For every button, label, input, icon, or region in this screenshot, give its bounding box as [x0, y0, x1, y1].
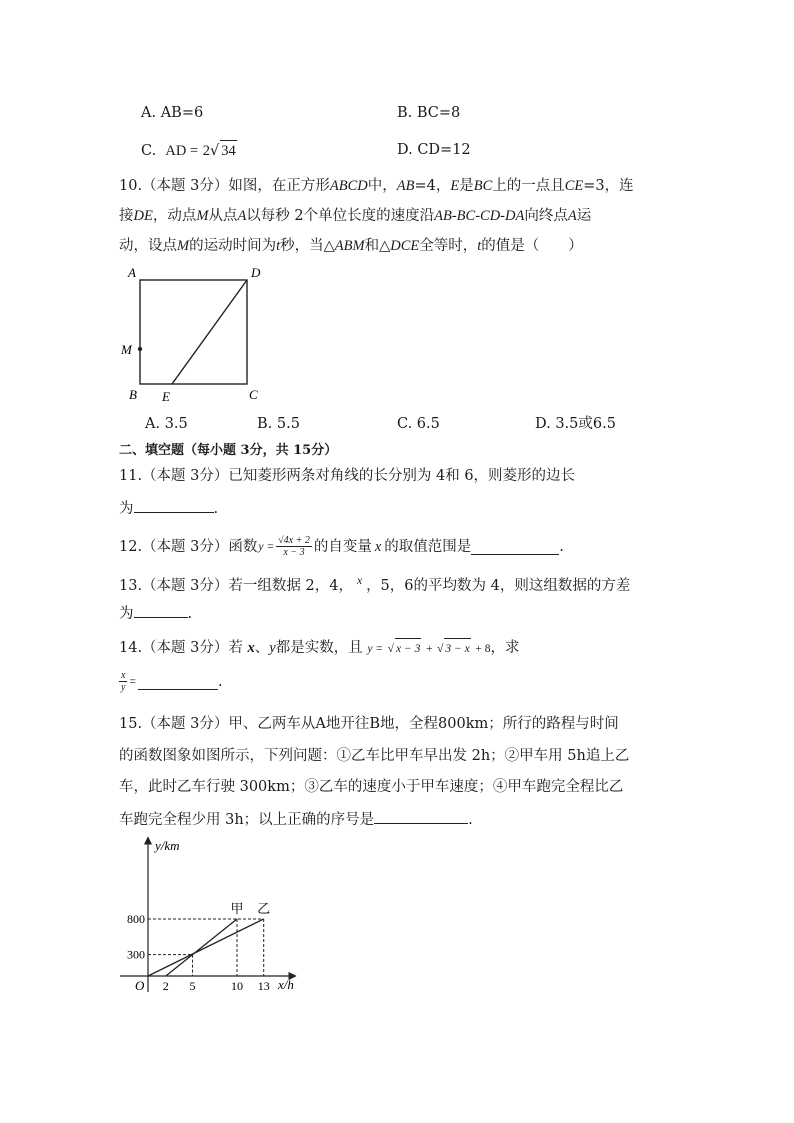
q15-end: .: [468, 812, 473, 828]
q12-text: 的自变量: [313, 538, 372, 555]
q10-var: M: [196, 208, 209, 224]
q14-end: .: [217, 673, 223, 690]
q10-text: 全等时，: [419, 238, 478, 254]
q10-var: DCE: [390, 238, 420, 254]
label-b: B: [129, 387, 137, 402]
segment-de: [172, 280, 247, 384]
q10-option-a: A. 3.5: [145, 416, 188, 432]
q9-option-c-prefix: C.: [141, 143, 157, 159]
q14-line1: 14.（本题 3分）若 x、y都是实数，且 y = √ x − 3 + √ 3 − x + 8，求: [119, 638, 520, 659]
q14-tail: + 8: [475, 643, 491, 655]
series-label-2: 乙: [257, 900, 271, 916]
q10-line3: [119, 236, 583, 256]
q15-distance-time-chart: [115, 832, 315, 1002]
q12-text: 12.（本题 3分）函数: [119, 538, 258, 555]
x-axis-label: x/h: [278, 977, 294, 992]
series-line-2: [148, 919, 264, 976]
q15-text: 车跑完全程少用 3h；以上正确的序号是: [119, 812, 375, 828]
q12-var: x: [374, 538, 382, 555]
q9-option-a: A. AB=6: [141, 105, 204, 121]
q13-answer-blank[interactable]: [134, 603, 188, 618]
q9-option-c-lhs: AD =: [165, 143, 199, 159]
label-d: D: [251, 265, 261, 280]
q10-var: ABCD: [329, 178, 368, 194]
q11-line2: [119, 498, 218, 519]
q9-option-d: D. CD=12: [397, 142, 471, 158]
q14-text: ，求: [490, 640, 520, 656]
q10-var: A: [567, 208, 577, 224]
q9-option-b: B. BC=8: [397, 105, 461, 121]
q13-line1: [119, 571, 630, 596]
q10-var: ABM: [334, 238, 365, 254]
q12-line: [119, 535, 564, 558]
y-axis-label: y/km: [155, 838, 180, 853]
x-tick-5: 5: [189, 979, 196, 993]
q10-text: 以每秒 2个单位长度的速度沿: [246, 208, 435, 224]
q10-text: 接: [119, 208, 134, 224]
series-label-1: 甲: [230, 900, 244, 916]
point-m: [138, 347, 142, 351]
q15-line4: [119, 809, 473, 830]
q13-text: ，5，6的平均数为 4，则这组数据的方差: [366, 577, 631, 594]
q14-plus: +: [425, 643, 433, 655]
q13-text: 13.（本题 3分）若一组数据 2，4，: [119, 577, 353, 594]
q12-text: 的取值范围是: [384, 538, 472, 555]
q10-text: 中，: [367, 178, 397, 194]
q10-var: DE: [133, 208, 153, 224]
q10-text: 和△: [364, 238, 391, 254]
q10-text: 的值是（ ）: [481, 238, 583, 254]
q10-option-b: B. 5.5: [257, 416, 300, 432]
q12-answer-blank[interactable]: [471, 540, 559, 555]
q12-numerator: √4x + 2: [278, 535, 310, 546]
q14-expr-lhs: y =: [367, 643, 384, 655]
q10-text: 从点: [208, 208, 238, 224]
q14-var-x: x: [247, 640, 255, 656]
q10-text: 是: [459, 178, 474, 194]
q10-var: AB: [396, 178, 415, 194]
x-tick-2: 2: [162, 979, 169, 993]
q10-text: 向终点: [524, 208, 568, 224]
q14-eq: =: [129, 675, 136, 688]
label-e: E: [162, 389, 170, 404]
q11-answer-blank[interactable]: [134, 498, 214, 513]
q9-option-c-radicand: 34: [220, 140, 237, 161]
q10-text: 上的一点且: [492, 178, 565, 194]
q14-frac-den: y: [121, 682, 126, 693]
q12-denominator: x − 3: [283, 547, 305, 558]
q10-option-d: D. 3.5或6.5: [535, 416, 616, 432]
label-a: A: [128, 265, 136, 280]
q14-radicand-2: 3 − x: [444, 638, 470, 659]
q14-frac-num: x: [121, 670, 126, 681]
q11-end: .: [213, 501, 219, 517]
q10-var: BC: [473, 178, 493, 194]
q10-var: E: [450, 178, 460, 194]
q10-text: 的运动时间为: [189, 238, 277, 254]
q15-answer-blank[interactable]: [374, 809, 468, 824]
q10-var: AB-BC-CD-DA: [434, 208, 525, 224]
q14-line2: [119, 670, 223, 693]
q10-line1: [119, 176, 634, 196]
section-heading: 二、填空题（每小题 3分，共 15分）: [119, 443, 338, 458]
q14-text: 都是实数，且: [275, 640, 363, 656]
q10-option-c: C. 6.5: [397, 416, 440, 432]
q15-line2: 的函数图象如图所示，下列问题：①乙车比甲车早出发 2h；②甲车用 5h追上乙: [119, 748, 630, 764]
q10-var: M: [177, 238, 190, 254]
q13-text: 为: [119, 606, 134, 622]
q15-line1: 15.（本题 3分）甲、乙两车从A地开往B地，全程800km；所行的路程与时间: [119, 716, 619, 732]
q10-text: ，动点: [152, 208, 197, 224]
q14-radicand-1: x − 3: [395, 638, 421, 659]
q15-line3: 车，此时乙车行驶 300km；③乙车的速度小于甲车速度；④甲车跑完全程比乙: [119, 779, 624, 795]
q10-var: t: [276, 238, 281, 254]
q10-text: 动，设点: [119, 238, 177, 254]
q10-square-figure: [115, 262, 275, 408]
x-tick-13: 13: [257, 979, 270, 993]
q14-var-y: y: [269, 640, 276, 656]
square-abcd: [140, 280, 247, 384]
q13-end: .: [187, 606, 193, 622]
y-tick-800: 800: [127, 911, 145, 926]
origin-label: O: [135, 978, 145, 993]
series-line-1: [166, 919, 237, 976]
q10-text: 运: [576, 208, 592, 224]
label-m: M: [121, 342, 132, 357]
q10-var: A: [237, 208, 247, 224]
q10-text: =4，: [414, 178, 451, 194]
q9-option-c: C. AD = 2√ 34: [141, 140, 237, 161]
q12-end: .: [559, 538, 564, 555]
q13-var: x: [356, 575, 363, 587]
q10-text: 10.（本题 3分）如图，在正方形: [119, 178, 330, 194]
q10-var: CE: [564, 178, 584, 194]
q14-answer-blank[interactable]: [138, 675, 218, 690]
q11-line1: 11.（本题 3分）已知菱形两条对角线的长分别为 4和 6，则菱形的边长: [119, 468, 576, 484]
q10-text: 秒，当△: [280, 238, 335, 254]
y-tick-300: 300: [127, 947, 145, 962]
q14-text: 14.（本题 3分）若: [119, 640, 243, 656]
label-c: C: [249, 387, 258, 402]
q12-fraction: [276, 535, 312, 558]
q10-var: t: [477, 238, 482, 254]
q14-sep: 、: [254, 640, 270, 656]
q10-line2: [119, 206, 591, 226]
q10-text: =3，连: [583, 178, 634, 194]
q12-func-lhs: y =: [258, 540, 275, 553]
q9-option-c-coef: 2: [202, 143, 211, 159]
x-tick-10: 10: [231, 979, 243, 993]
q13-line2: [119, 603, 192, 624]
q11-text: 为: [119, 501, 134, 517]
q14-fraction: [119, 670, 127, 693]
